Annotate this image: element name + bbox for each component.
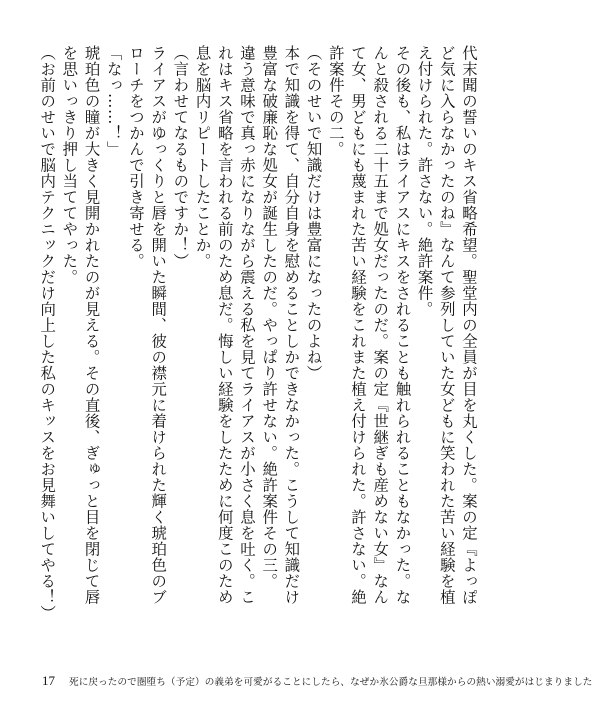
paragraph: ライアスがゆっくりと唇を開いた瞬間、彼の襟元に着けられた輝く琥珀色のブローチをつかんで引き寄せる。 bbox=[126, 45, 168, 605]
paragraph: 代末聞の誓いのキス省略希望。聖堂内の全員が目を丸くした。案の定『よっぽど気に入らなかったのね』なんて参列していた女どもに笑われた苦い経験を植え付けられた。許さない。絶許案件。 bbox=[415, 45, 478, 605]
vertical-text-body bbox=[35, 45, 480, 620]
paragraph: 違う意味で真っ赤になりながら震える私を見てライアスが小さく息を吐く。これはキス省略を言われる前のため息だ。悔しい経験をしたために何度このため息を脳内リピートしたことか。 bbox=[193, 45, 256, 605]
paragraph: 琥珀色の瞳が大きく見開かれたのが見える。その直後、ぎゅっと目を閉じて唇を思いっきり押し当ててやった。 bbox=[60, 45, 101, 605]
running-title: 死に戻ったので圏堕ち（予定）の義弟を可愛がることにしたら、なぜか氷公爵な旦那様からの熱い溺愛がはじまりました bbox=[69, 677, 592, 688]
paragraph: 「なっ……！」 bbox=[104, 45, 123, 157]
paragraph: 本で知識を得て、自分自身を慰めることしかできなかった。こうして知識だけ豊富な破廉恥な処女が誕生したのだ。やっぱり許せない。絶許案件その三。 bbox=[260, 45, 301, 605]
paragraph: その後も、私はライアスにキスをされることも触れられることもなかった。なんと殺される二十五まで処女だったのだ。案の定『世継ぎも産めない女』なんて女、男どもにも蔑まれた苦い経験をこれまた植え付けられた。許さない。絶許案件その二。 bbox=[326, 45, 412, 605]
paragraph: （そのせいで知識だけは豊富になったのよね） bbox=[304, 45, 323, 381]
paragraph: （言わせてなるものですか！） bbox=[171, 45, 190, 269]
paragraph: （お前のせいで脳内テクニックだけ向上した私のキッスをお見舞いしてやる！） bbox=[38, 45, 57, 621]
page-number: 17 bbox=[42, 673, 55, 688]
page-footer bbox=[42, 673, 592, 689]
